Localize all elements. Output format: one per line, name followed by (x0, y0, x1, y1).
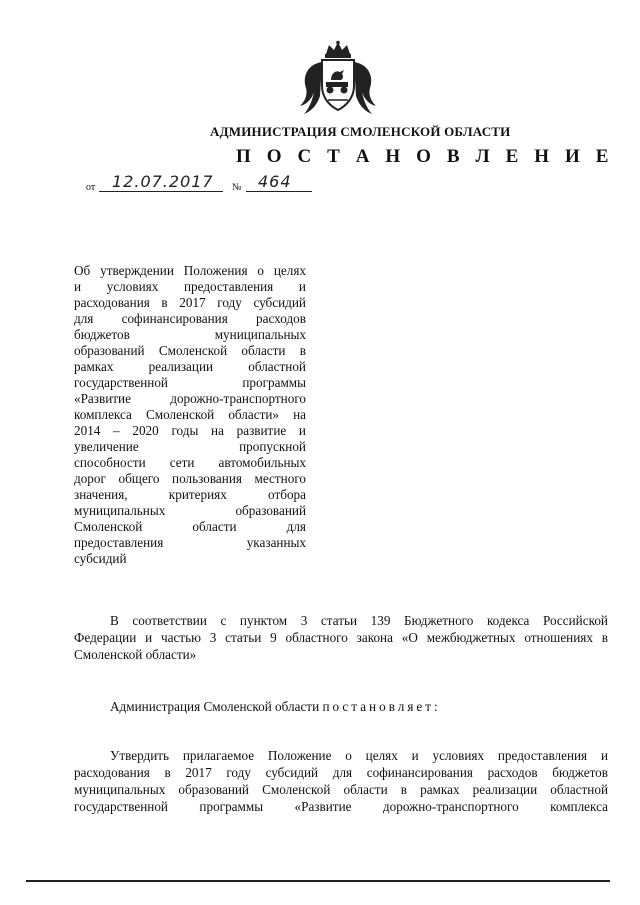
subject-line: для софинансирования расходов (74, 311, 306, 326)
date-underline (99, 191, 223, 192)
subject-line: «Развитие дорожно-транспортного (74, 391, 306, 406)
subject-line: образований Смоленской области в (74, 343, 306, 358)
number-label: № (232, 182, 242, 193)
document-subject (74, 263, 306, 567)
subject-line: 2014 – 2020 годы на развитие и (74, 423, 306, 438)
paragraph-line: В соответствии с пунктом 3 статьи 139 Бюджетного кодекса Российской (110, 613, 608, 628)
paragraph-line: Федерации и частью 3 статьи 9 областного закона «О межбюджетных отношениях в (74, 630, 608, 645)
document-type-title: П О С Т А Н О В Л Е Н И Е (236, 146, 614, 167)
paragraph-line: Смоленской области» (74, 647, 197, 662)
paragraph-line: муниципальных образований Смоленской области в рамках реализации областной (74, 782, 608, 797)
paragraph-line: государственной программы «Развитие дорожно-транспортного комплекса (74, 799, 608, 814)
subject-line: муниципальных образований (74, 503, 306, 518)
legal-basis-paragraph (74, 612, 608, 663)
subject-line: дорог общего пользования местного (74, 471, 306, 486)
subject-line: способности сети автомобильных (74, 455, 306, 470)
handwritten-date: 12.07.2017 (112, 172, 214, 191)
bottom-divider (26, 880, 610, 882)
subject-line: государственной программы (74, 375, 306, 390)
subject-line: рамках реализации областной (74, 359, 306, 374)
date-number-line (86, 174, 326, 196)
handwritten-number: 464 (258, 172, 292, 191)
subject-line: Об утверждении Положения о целях (74, 263, 306, 278)
date-from-label: от (86, 182, 96, 193)
resolve-verb: постановляет: (322, 699, 441, 714)
subject-line: бюджетов муниципальных (74, 327, 306, 342)
coat-of-arms-emblem (298, 40, 378, 118)
subject-line: расходования в 2017 году субсидий (74, 295, 306, 310)
subject-line: значения, критериях отбора (74, 487, 306, 502)
resolve-subject: Администрация Смоленской области (110, 699, 320, 714)
paragraph-line (74, 698, 608, 715)
paragraph-line: расходования в 2017 году субсидий для софинансирования расходов бюджетов (74, 765, 608, 780)
subject-line: и условиях предоставления и (74, 279, 306, 294)
issuing-authority: АДМИНИСТРАЦИЯ СМОЛЕНСКОЙ ОБЛАСТИ (210, 124, 511, 139)
paragraph-line: Утвердить прилагаемое Положение о целях и условиях предоставления и (110, 748, 608, 763)
subject-line: Смоленской области для (74, 519, 306, 534)
subject-line: предоставления указанных (74, 535, 306, 550)
decision-paragraph (74, 747, 608, 815)
subject-line: комплекса Смоленской области» на (74, 407, 306, 422)
subject-line: субсидий (74, 551, 127, 566)
number-underline (246, 191, 312, 192)
subject-line: увеличение пропускной (74, 439, 306, 454)
resolve-clause (74, 698, 608, 715)
